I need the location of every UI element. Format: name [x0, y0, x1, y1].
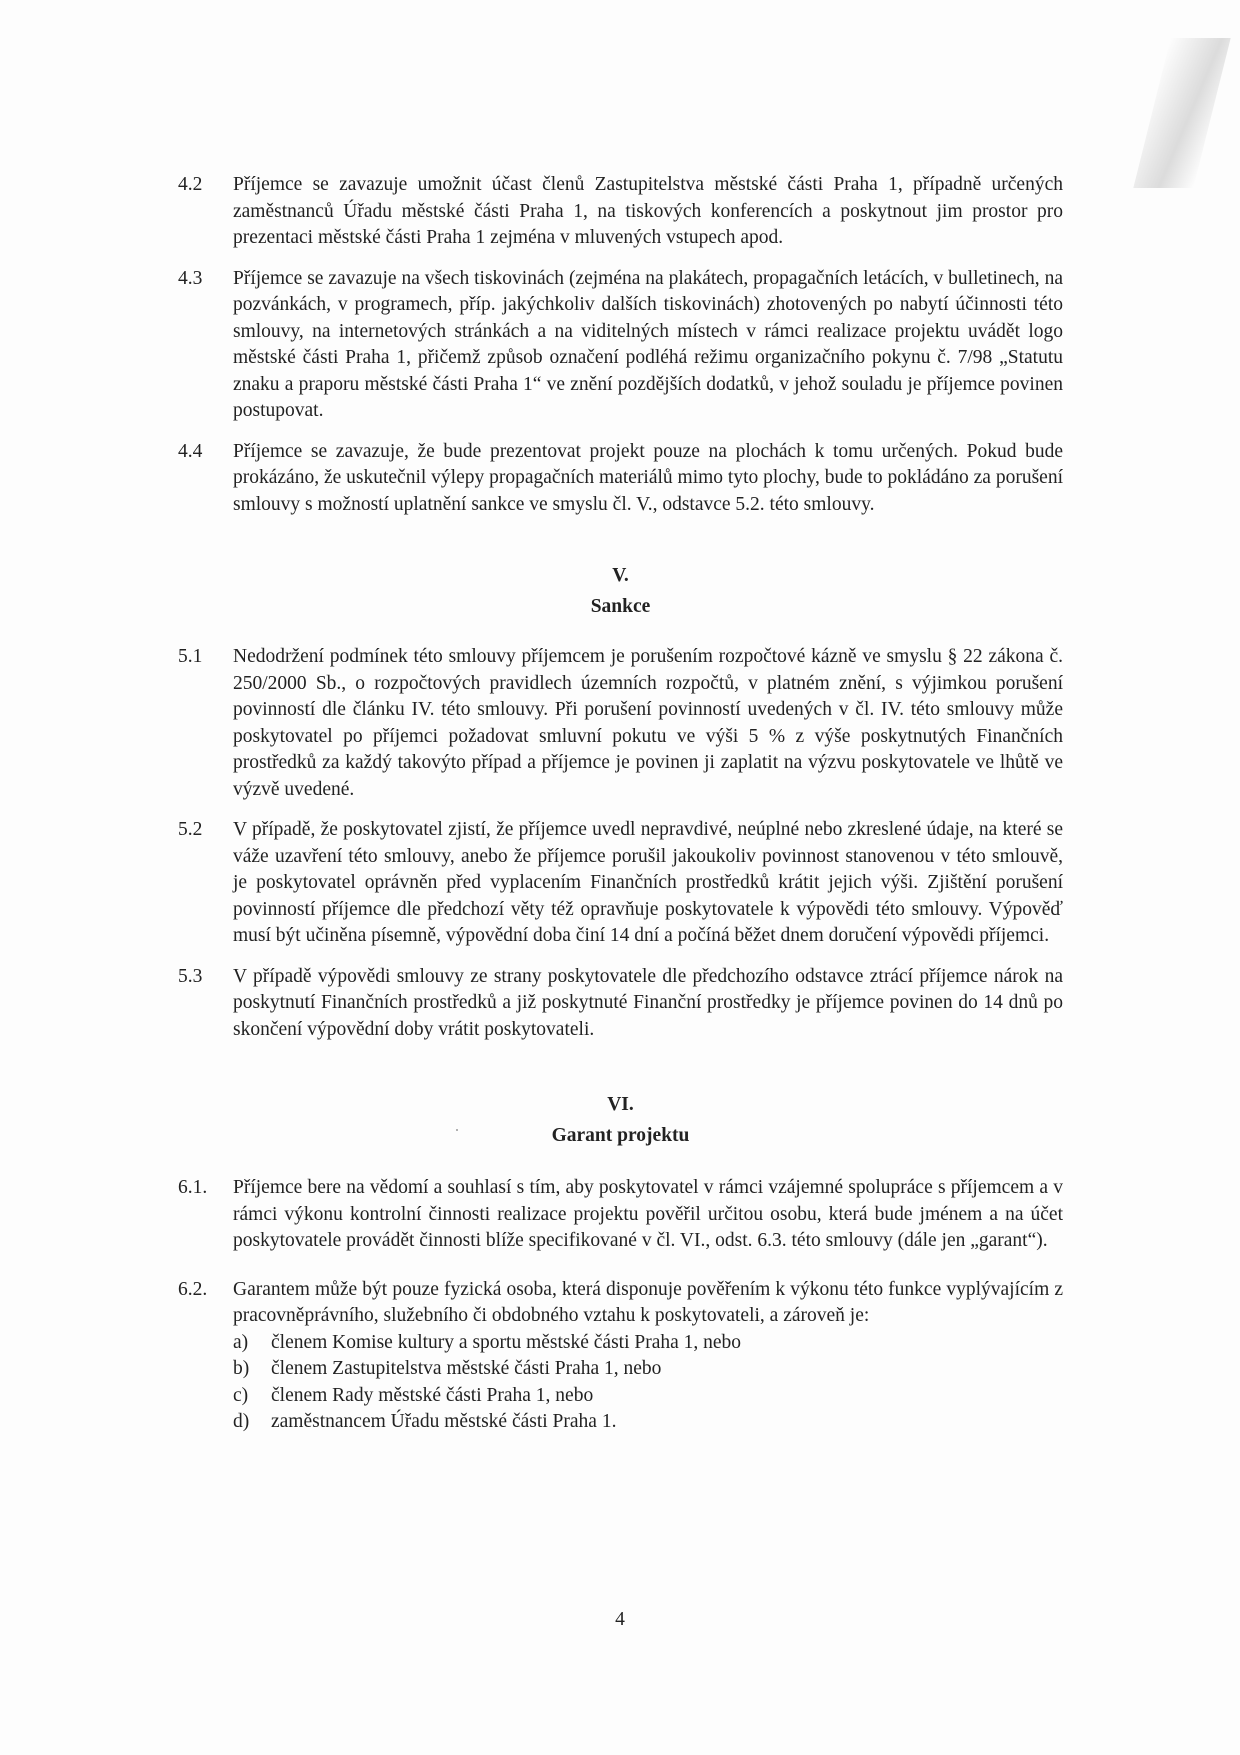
clause-text: Příjemce bere na vědomí a souhlasí s tím, aby poskytovatel v rámci vzájemné spolupráce s příjemcem a v rámci výkonu kontrolní činnosti realizace projektu pověřil určitou osobu, která bude jménem a na účet poskytovatele provádět činnosti blíže specifikované v čl. VI., odst. 6.3. této smlouvy (dále jen „garant“). [233, 1177, 1063, 1251]
section-title: Garant projektu [551, 1125, 690, 1146]
clause-text: Příjemce se zavazuje, že bude prezentovat projekt pouze na plochách k tomu určených. Pokud bude prokázáno, že uskutečnil výlepy propagačních materiálů mimo tyto plochy, bude to pokládáno za porušení smlouvy s možností uplatnění sankce ve smyslu čl. V., odstavce 5.2. této smlouvy. [233, 440, 1063, 515]
clause-number: 4.4 [178, 440, 203, 462]
list-letter: a) [233, 1331, 249, 1353]
clause-text: Příjemce se zavazuje na všech tiskovinách (zejména na plakátech, propagačních letácích, v bulletinech, na pozvánkách, v programech, příp. jakýchkoliv dalších tiskovinách) zhotovených po nabytí účinnosti této smlouvy, na internetových stránkách a na viditelných místech v rámci realizace projektu uvádět logo městské části Praha 1, přičemž způsob označení podléhá režimu organizačního pokynu č. 7/98 „Statutu znaku a praporu městské části Praha 1“ ve znění pozdějších dodatků, v jehož souladu je příjemce povinen postupovat. [233, 267, 1063, 421]
list-text: členem Rady městské části Praha 1, nebo [271, 1384, 594, 1406]
section-numeral: V. [612, 565, 629, 586]
clause-number: 5.3 [178, 965, 203, 987]
clause-4-3 [178, 266, 1063, 425]
list-item [233, 1383, 1063, 1410]
clause-number: 6.1. [178, 1177, 208, 1198]
clause-5-3 [178, 964, 1063, 1044]
list-letter: d) [233, 1411, 250, 1432]
clause-5-1 [178, 644, 1063, 803]
page-number: 4 [615, 1609, 625, 1630]
section-v-heading [178, 560, 1063, 622]
clause-text: Nedodržení podmínek této smlouvy příjemcem je porušením rozpočtové kázně ve smyslu § 22 zákona č. 250/2000 Sb., o rozpočtových pravidlech územních rozpočtů, v platném znění, s výjimkou porušení povinností dle článku IV. této smlouvy. Při porušení povinností uvedených v čl. IV. této smlouvy může poskytovatel po příjemci požadovat smluvní pokutu ve výši 5 % z výše poskytnutých Finančních prostředků za každý takovýto případ a příjemce je povinen ji zaplatit na výzvu poskytovatele ve lhůtě ve výzvě uvedené. [233, 646, 1063, 800]
clause-text: V případě výpovědi smlouvy ze strany poskytovatele dle předchozího odstavce ztrácí příjemce nárok na poskytnutí Finančních prostředků a již poskytnuté Finanční prostředky je příjemce povinen do 14 dnů po skončení výpovědní doby vrátit poskytovateli. [233, 965, 1063, 1040]
clause-4-4 [178, 439, 1063, 519]
document-body [178, 172, 1063, 1450]
clause-number: 6.2. [178, 1278, 208, 1300]
list-text: členem Zastupitelstva městské části Praha 1, nebo [271, 1358, 662, 1379]
list-text: členem Komise kultury a sportu městské části Praha 1, nebo [271, 1331, 742, 1353]
section-vi-heading [178, 1089, 1063, 1151]
clause-number: 5.1 [178, 646, 203, 667]
list-text: zaměstnancem Úřadu městské části Praha 1. [271, 1411, 617, 1432]
section-numeral: VI. [607, 1094, 634, 1115]
list-item [233, 1330, 1063, 1357]
garant-conditions-list [233, 1330, 1063, 1436]
clause-text: V případě, že poskytovatel zjistí, že příjemce uvedl nepravdivé, neúplné nebo zkreslené údaje, na které se váže uzavření této smlouvy, anebo že příjemce porušil jakoukoliv povinnost stanovenou v této smlouvě, je poskytovatel oprávněn před vyplacením Finančních prostředků krátit jejich výši. Zjištění porušení povinností příjemce dle předchozí věty též opravňuje poskytovatele k výpovědi této smlouvy. Výpověď musí být učiněna písemně, výpovědní doba činí 14 dní a počíná běžet dnem doručení výpovědi příjemci. [233, 819, 1063, 946]
clause-number: 4.3 [178, 267, 203, 289]
clause-6-2 [178, 1277, 1063, 1436]
list-item [233, 1356, 1063, 1383]
list-item [233, 1409, 1063, 1436]
clause-text: Příjemce se zavazuje umožnit účast členů Zastupitelstva městské části Praha 1, případně určených zaměstnanců Úřadu městské části Praha 1, na tiskových konferencích a poskytnout jim prostor pro prezentaci městské části Praha 1 zejména v mluvených vstupech apod. [233, 174, 1063, 248]
clause-5-2 [178, 817, 1063, 950]
list-letter: c) [233, 1384, 249, 1406]
section-title: Sankce [590, 596, 651, 617]
clause-number: 5.2 [178, 819, 203, 840]
list-letter: b) [233, 1358, 250, 1379]
clause-4-2 [178, 172, 1063, 252]
scan-shadow [1133, 38, 1230, 188]
clause-text: Garantem může být pouze fyzická osoba, která disponuje pověřením k výkonu této funkce vyplývajícím z pracovněprávního, služebního či obdobného vztahu k poskytovateli, a zároveň je: [233, 1278, 1063, 1326]
clause-6-1 [178, 1175, 1063, 1255]
clause-number: 4.2 [178, 174, 203, 195]
